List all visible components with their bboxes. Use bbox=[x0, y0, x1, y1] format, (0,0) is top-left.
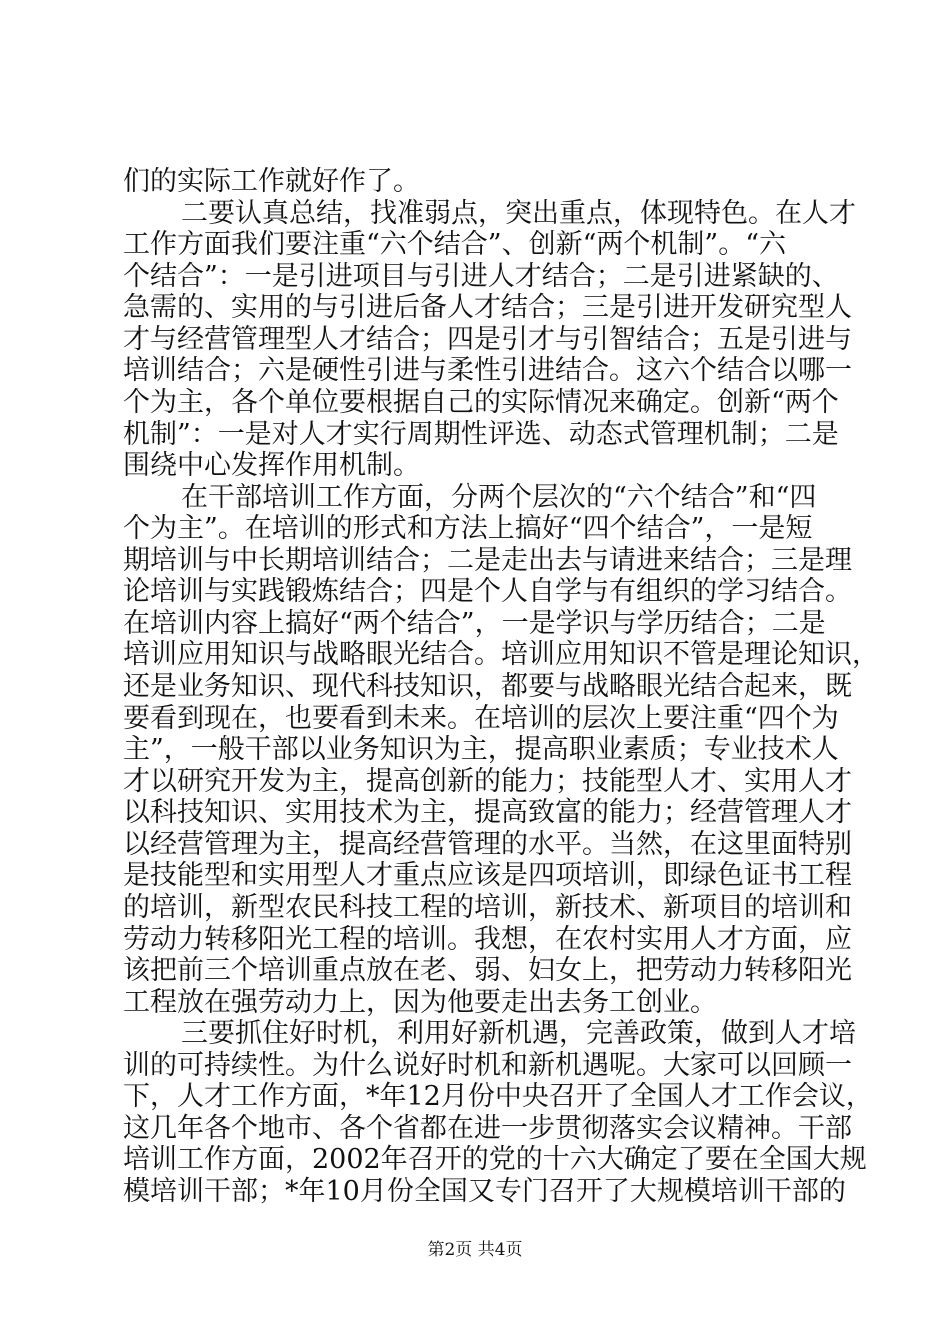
text-line: 围绕中心发挥作用机制。 bbox=[123, 450, 420, 481]
text-line: 期培训与中长期培训结合；二是走出去与请进来结合；三是理 bbox=[123, 545, 852, 576]
text-line: 要看到现在，也要看到未来。在培训的层次上要注重“四个为 bbox=[123, 703, 839, 734]
text-line: 急需的、实用的与引进后备人才结合；三是引进开发研究型人 bbox=[123, 292, 852, 323]
paragraph-start-line: 三要抓住好时机，利用好新机遇，完善政策，做到人才培 bbox=[181, 1018, 856, 1049]
text-line: 的培训，新型农民科技工程的培训，新技术、新项目的培训和 bbox=[123, 892, 852, 923]
text-line: 才以研究开发为主，提高创新的能力；技能型人才、实用人才 bbox=[123, 766, 852, 797]
text-line: 下，人才工作方面，*年12月份中央召开了全国人才工作会议， bbox=[123, 1081, 873, 1112]
text-line: 个为主，各个单位要根据自己的实际情况来确定。创新“两个 bbox=[123, 387, 839, 418]
text-line: 机制”：一是对人才实行周期性评选、动态式管理机制；二是 bbox=[123, 419, 839, 450]
text-line: 工作方面我们要注重“六个结合”、创新“两个机制”。“六 bbox=[123, 229, 787, 260]
text-line: 主”，一般干部以业务知识为主，提高职业素质；专业技术人 bbox=[123, 734, 839, 765]
text-line: 培训应用知识与战略眼光结合。培训应用知识不管是理论知识， bbox=[123, 639, 879, 670]
text-line: 才与经营管理型人才结合；四是引才与引智结合；五是引进与 bbox=[123, 324, 852, 355]
text-line: 以经营管理为主，提高经营管理的水平。当然，在这里面特别 bbox=[123, 829, 852, 860]
text-line: 还是业务知识、现代科技知识，都要与战略眼光结合起来，既 bbox=[123, 671, 852, 702]
text-line: 劳动力转移阳光工程的培训。我想，在农村实用人才方面，应 bbox=[123, 924, 852, 955]
text-line: 个为主”。在培训的形式和方法上搞好“四个结合”，一是短 bbox=[123, 513, 813, 544]
text-line: 以科技知识、实用技术为主，提高致富的能力；经营管理人才 bbox=[123, 797, 852, 828]
text-line: 模培训干部；*年10月份全国又专门召开了大规模培训干部的 bbox=[123, 1176, 846, 1207]
text-line: 在培训内容上搞好“两个结合”，一是学识与学历结合；二是 bbox=[123, 608, 826, 639]
text-line: 个结合”：一是引进项目与引进人才结合；二是引进紧缺的、 bbox=[123, 261, 839, 292]
text-line: 工程放在强劳动力上，因为他要走出去务工创业。 bbox=[123, 987, 717, 1018]
paragraph-start-line: 在干部培训工作方面，分两个层次的“六个结合”和“四 bbox=[181, 482, 817, 513]
text-line: 该把前三个培训重点放在老、弱、妇女上，把劳动力转移阳光 bbox=[123, 955, 852, 986]
page-number-footer: 第2页 共4页 bbox=[427, 1240, 523, 1260]
text-line: 们的实际工作就好作了。 bbox=[123, 166, 420, 197]
text-line: 论培训与实践锻炼结合；四是个人自学与有组织的学习结合。 bbox=[123, 576, 852, 607]
text-line: 是技能型和实用型人才重点应该是四项培训，即绿色证书工程 bbox=[123, 860, 852, 891]
text-line: 这几年各个地市、各个省都在进一步贯彻落实会议精神。干部 bbox=[123, 1113, 852, 1144]
paragraph-start-line: 二要认真总结，找准弱点，突出重点，体现特色。在人才 bbox=[181, 198, 856, 229]
text-line: 训的可持续性。为什么说好时机和新机遇呢。大家可以回顾一 bbox=[123, 1050, 852, 1081]
text-line: 培训工作方面，2002年召开的党的十六大确定了要在全国大规 bbox=[123, 1144, 867, 1175]
text-line: 培训结合；六是硬性引进与柔性引进结合。这六个结合以哪一 bbox=[123, 355, 852, 386]
